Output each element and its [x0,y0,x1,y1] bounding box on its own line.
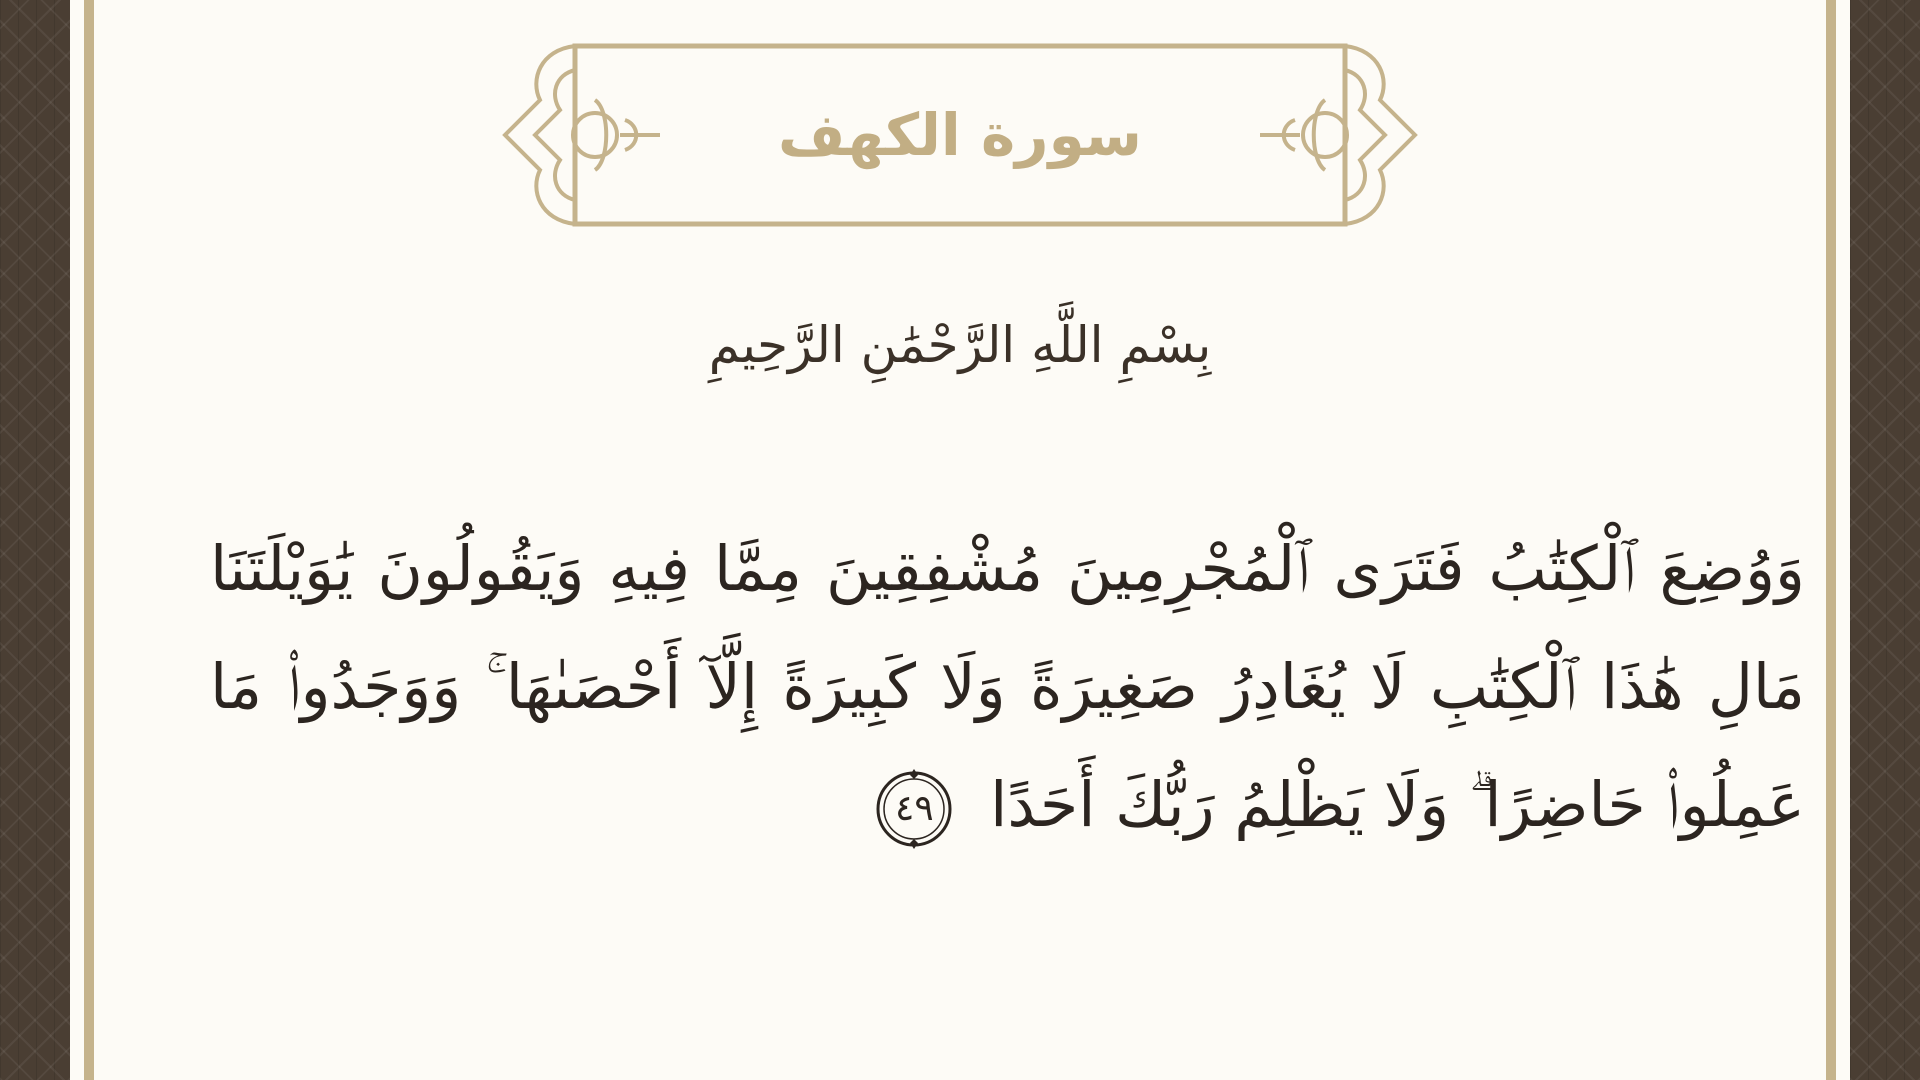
surah-header-cartouche [500,40,1420,230]
surah-title: سورة الكهف [778,101,1142,169]
left-gold-rule [84,0,94,1080]
basmala: بِسْمِ اللَّهِ الرَّحْمَٰنِ الرَّحِيمِ [708,316,1212,374]
left-ornamental-border [0,0,70,1080]
ayah-number: ٤٩ [895,787,934,829]
right-ornamental-border [1850,0,1920,1080]
verse-block [210,510,1805,864]
right-gold-rule [1826,0,1836,1080]
verse-text: وَوُضِعَ ٱلْكِتَٰبُ فَتَرَى ٱلْمُجْرِمِينَ مُشْفِقِينَ مِمَّا فِيهِ وَيَقُولُونَ يَٰوَيْلَتَنَا مَالِ هَٰذَا ٱلْكِتَٰبِ لَا يُغَادِرُ صَغِيرَةً وَلَا كَبِيرَةً إِلَّآ أَحْصَىٰهَا ۚ وَوَجَدُوا۟ مَا عَمِلُوا۟ حَاضِرًا ۗ وَلَا يَظْلِمُ رَبُّكَ أَحَدًا [210,532,1805,841]
ayah-end-marker [872,767,956,851]
